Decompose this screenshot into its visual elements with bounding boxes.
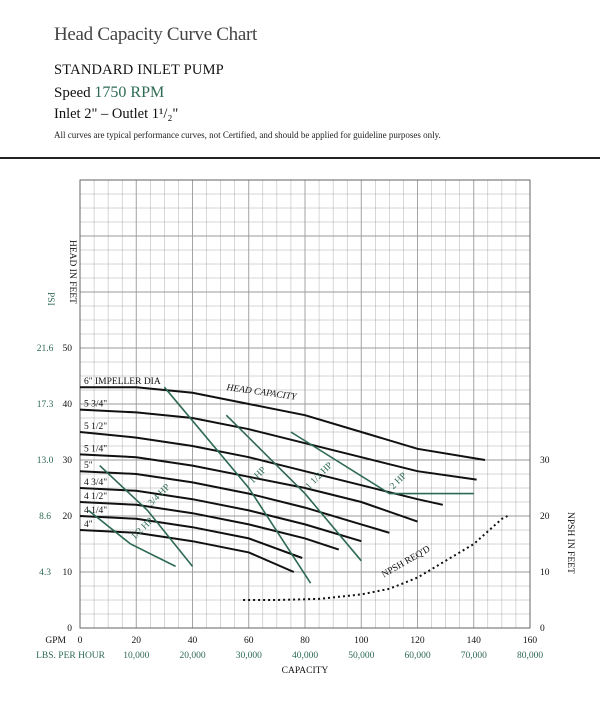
- impeller-label-4: 5": [84, 461, 93, 472]
- y-tick-label: 10: [62, 568, 72, 578]
- page-title: Head Capacity Curve Chart: [54, 24, 258, 45]
- x-tick-label: 20: [131, 636, 141, 646]
- y-tick-label: 30: [62, 456, 72, 466]
- x-axis-title: CAPACITY: [281, 666, 329, 676]
- head-capacity-label: HEAD CAPACITY: [225, 383, 297, 403]
- x-lbs-tick-label: 70,000: [460, 651, 487, 661]
- gpm-label: GPM: [45, 636, 66, 646]
- chart-grid: [80, 180, 530, 628]
- y2-axis-title: NPSH IN FEET: [565, 512, 575, 574]
- y2-tick-label: 20: [540, 512, 550, 522]
- impeller-label-1: 5 3/4": [84, 399, 108, 410]
- impeller-curve-7: [80, 516, 302, 558]
- impeller-label-8: 4": [84, 520, 93, 530]
- x-tick-label: 100: [354, 636, 369, 646]
- axis-labels: [36, 240, 575, 676]
- x-tick-label: 60: [244, 636, 254, 646]
- impeller-label-5: 4 3/4": [84, 478, 108, 488]
- psi-tick-label: 17.3: [36, 400, 54, 410]
- psi-tick-label: 21.6: [36, 344, 54, 354]
- y-tick-label: 0: [67, 624, 72, 634]
- impeller-label-3: 5 1/4": [84, 444, 108, 455]
- impeller-label-7: 4 1/4": [84, 506, 108, 516]
- x-tick-label: 80: [300, 636, 310, 646]
- hp-label-0: 1/2 HP: [129, 516, 156, 543]
- x-lbs-tick-label: 40,000: [291, 651, 319, 661]
- npsh-label: NPSH REQ'D: [380, 544, 433, 581]
- y-axis-title: HEAD IN FEET: [67, 240, 77, 304]
- lbs-label: LBS. PER HOUR: [36, 651, 105, 661]
- y-tick-label: 20: [62, 512, 72, 522]
- x-tick-label: 160: [522, 636, 538, 646]
- impeller-curve-6: [80, 502, 339, 550]
- psi-tick-label: 4.3: [39, 568, 51, 578]
- speed-label: Speed: [54, 85, 91, 101]
- hp-label-1: 3/4 HP: [146, 482, 173, 509]
- y2-tick-label: 0: [540, 624, 545, 634]
- x-lbs-tick-label: 80,000: [516, 651, 544, 661]
- psi-tick-label: 8.6: [39, 512, 51, 522]
- impeller-label-0: 6" IMPELLER DIA: [84, 377, 161, 388]
- x-lbs-tick-label: 30,000: [235, 651, 262, 661]
- y-tick-label: 40: [62, 400, 72, 410]
- psi-axis-title: PSI: [45, 292, 55, 306]
- x-lbs-tick-label: 10,000: [123, 651, 150, 661]
- x-tick-label: 120: [410, 636, 425, 646]
- x-tick-label: 0: [77, 636, 83, 646]
- inlet-outlet: Inlet 2" – Outlet 1¹/₂": [54, 106, 179, 122]
- pump-type: STANDARD INLET PUMP: [54, 62, 224, 78]
- psi-tick-label: 13.0: [36, 456, 54, 466]
- disclaimer-note: All curves are typical performance curves, not Certified, and should be applied for guideline purposes only.: [54, 130, 441, 140]
- y2-tick-label: 10: [540, 568, 550, 578]
- x-tick-label: 140: [466, 636, 481, 646]
- x-lbs-tick-label: 60,000: [404, 651, 431, 661]
- hp-label-3: 1 1/2 HP: [304, 460, 336, 492]
- speed-value: 1750 RPM: [94, 84, 165, 101]
- y2-tick-label: 30: [540, 456, 550, 466]
- x-lbs-tick-label: 20,000: [179, 651, 206, 661]
- impeller-label-6: 4 1/2": [84, 492, 108, 502]
- y-tick-label: 50: [62, 344, 72, 354]
- hp-label-4: 2 HP: [388, 471, 410, 492]
- x-tick-label: 40: [187, 636, 198, 646]
- impeller-curves: [80, 377, 485, 572]
- hp-label-2: 1 HP: [247, 465, 269, 487]
- x-lbs-tick-label: 50,000: [348, 651, 375, 661]
- impeller-curve-8: [80, 530, 294, 572]
- impeller-label-2: 5 1/2": [84, 422, 108, 432]
